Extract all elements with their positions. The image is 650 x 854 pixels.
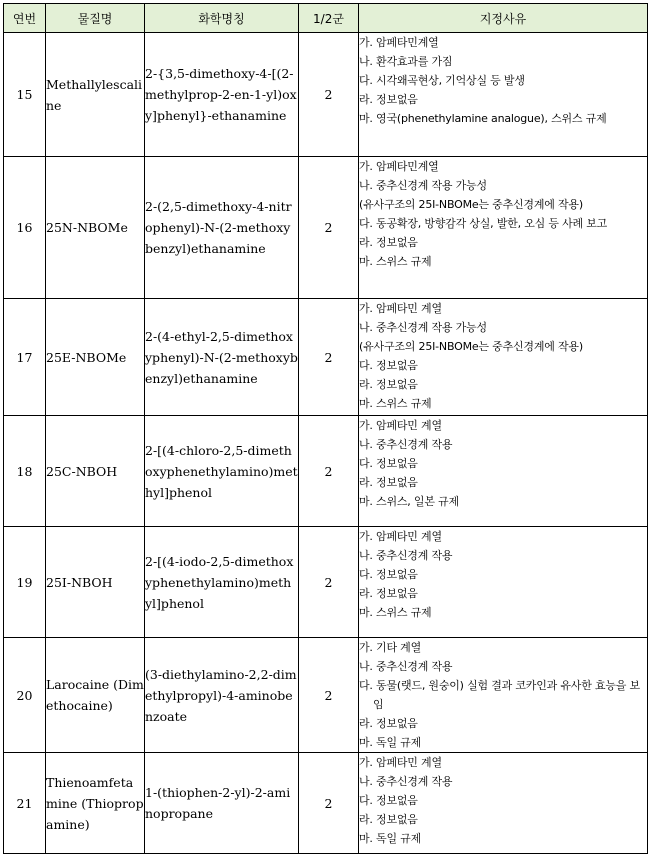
reason-item: 가. 기타 계열 — [359, 641, 422, 654]
reason-item: 다. 정보없음 — [359, 794, 418, 807]
table-row — [4, 527, 648, 638]
reason-item: 라. 정보없음 — [359, 378, 418, 391]
reason-item: 나. 중추신경계 작용 가능성 — [359, 179, 487, 192]
reason-cell — [359, 527, 648, 638]
group-value: 2 — [299, 416, 359, 527]
reason-item: 나. 중추신경계 작용 — [359, 775, 453, 788]
table-row — [4, 638, 648, 753]
reason-item: 다. 동공확장, 방향감각 상실, 발한, 오심 등 사례 보고 — [359, 217, 608, 230]
substance-table — [3, 3, 648, 854]
reason-item: (유사구조의 25I-NBOMe는 중추신경계에 작용) — [359, 340, 583, 353]
substance-name: 25I-NBOH — [46, 527, 145, 638]
reason-item: 마. 스위스, 일본 규제 — [359, 495, 459, 508]
reason-cell — [359, 157, 648, 299]
header-substance: 물질명 — [46, 4, 145, 33]
header-reason: 지정사유 — [359, 4, 648, 33]
chemical-name: 2-[(4-chloro-2,5-dimethoxyphenethylamino)methyl]phenol — [145, 416, 299, 527]
reason-item: 가. 암페타민 계열 — [359, 756, 442, 769]
reason-item: 나. 중추신경계 작용 — [359, 549, 453, 562]
substance-name: 25N-NBOMe — [46, 157, 145, 299]
group-value: 2 — [299, 527, 359, 638]
reason-cell — [359, 416, 648, 527]
reason-item: 나. 중추신경계 작용 가능성 — [359, 321, 487, 334]
table-row — [4, 299, 648, 416]
substance-name: Thienoamfetamine (Thiopropamine) — [46, 753, 145, 854]
table-row — [4, 753, 648, 854]
table-row — [4, 416, 648, 527]
reason-cell — [359, 33, 648, 157]
reason-item: 가. 암페타민계열 — [359, 160, 439, 173]
reason-item: 나. 환각효과를 가짐 — [359, 55, 453, 68]
substance-name: Larocaine (Dimethocaine) — [46, 638, 145, 753]
reason-item: 마. 독일 규제 — [359, 736, 422, 749]
reason-item: 마. 영국(phenethylamine analogue), 스위스 규제 — [359, 112, 607, 125]
substance-name: Methallylescaline — [46, 33, 145, 157]
reason-item: 마. 스위스 규제 — [359, 255, 432, 268]
reason-item: 다. 정보없음 — [359, 457, 418, 470]
reason-item: 마. 독일 규제 — [359, 832, 422, 845]
chemical-name: 2-(2,5-dimethoxy-4-nitrophenyl)-N-(2-methoxybenzyl)ethanamine — [145, 157, 299, 299]
reason-item: 가. 암페타민 계열 — [359, 419, 442, 432]
row-no: 18 — [4, 416, 46, 527]
chemical-name: (3-diethylamino-2,2-dimethylpropyl)-4-aminobenzoate — [145, 638, 299, 753]
reason-item: 다. 정보없음 — [359, 359, 418, 372]
group-value: 2 — [299, 157, 359, 299]
chemical-name: 2-[(4-iodo-2,5-dimethoxyphenethylamino)methyl]phenol — [145, 527, 299, 638]
row-no: 21 — [4, 753, 46, 854]
reason-item: 나. 중추신경계 작용 — [359, 660, 453, 673]
row-no: 16 — [4, 157, 46, 299]
chemical-name: 2-{3,5-dimethoxy-4-[(2-methylprop-2-en-1-yl)oxy]phenyl}-ethanamine — [145, 33, 299, 157]
reason-item: 마. 스위스 규제 — [359, 606, 432, 619]
chemical-name: 2-(4-ethyl-2,5-dimethoxyphenyl)-N-(2-methoxybenzyl)ethanamine — [145, 299, 299, 416]
reason-cell — [359, 299, 648, 416]
row-no: 15 — [4, 33, 46, 157]
row-no: 20 — [4, 638, 46, 753]
reason-cell — [359, 638, 648, 753]
substance-name: 25E-NBOMe — [46, 299, 145, 416]
table-row — [4, 33, 648, 157]
table-row — [4, 157, 648, 299]
reason-item: 다. 정보없음 — [359, 568, 418, 581]
row-no: 19 — [4, 527, 46, 638]
header-chemical: 화학명칭 — [145, 4, 299, 33]
reason-item: 다. 시각왜곡현상, 기억상실 등 발생 — [359, 74, 525, 87]
reason-item: 가. 암페타민 계열 — [359, 302, 442, 315]
reason-item: 라. 정보없음 — [359, 587, 418, 600]
reason-item: 라. 정보없음 — [359, 813, 418, 826]
group-value: 2 — [299, 753, 359, 854]
header-no: 연번 — [4, 4, 46, 33]
reason-item: 라. 정보없음 — [359, 717, 418, 730]
reason-cell — [359, 753, 648, 854]
reason-item: 라. 정보없음 — [359, 476, 418, 489]
reason-item: 나. 중추신경계 작용 — [359, 438, 453, 451]
reason-item: 라. 정보없음 — [359, 93, 418, 106]
header-group: 1/2군 — [299, 4, 359, 33]
row-no: 17 — [4, 299, 46, 416]
group-value: 2 — [299, 638, 359, 753]
reason-item: 가. 암페타민계열 — [359, 36, 439, 49]
substance-name: 25C-NBOH — [46, 416, 145, 527]
reason-item: 마. 스위스 규제 — [359, 397, 432, 410]
header-row — [4, 4, 648, 33]
group-value: 2 — [299, 33, 359, 157]
reason-item: 라. 정보없음 — [359, 236, 418, 249]
group-value: 2 — [299, 299, 359, 416]
reason-item: 가. 암페타민 계열 — [359, 530, 442, 543]
chemical-name: 1-(thiophen-2-yl)-2-aminopropane — [145, 753, 299, 854]
reason-item: (유사구조의 25I-NBOMe는 중추신경계에 작용) — [359, 198, 583, 211]
reason-item: 다. 동물(랫드, 원숭이) 실험 결과 코카인과 유사한 효능을 보임 — [359, 679, 640, 711]
